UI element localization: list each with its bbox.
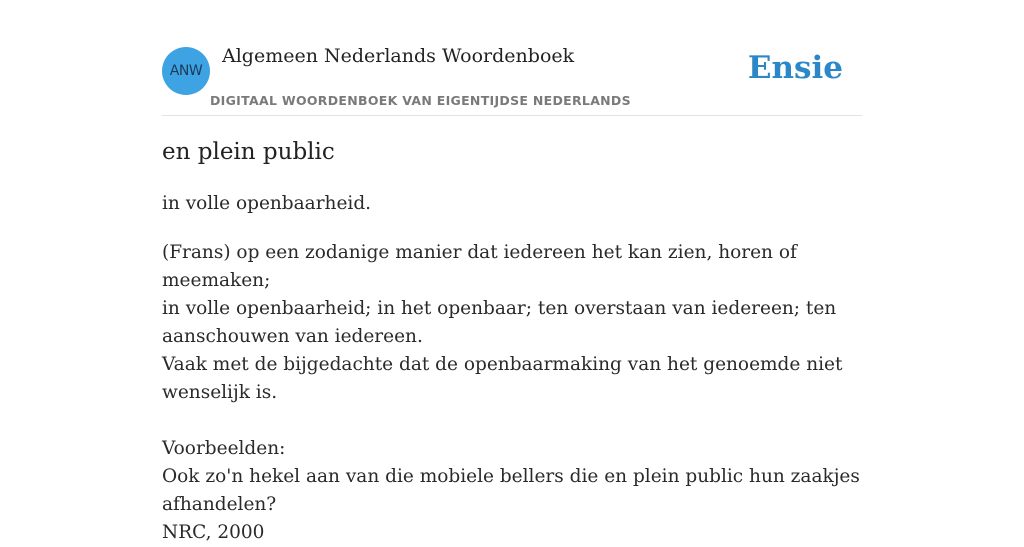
anw-logo[interactable] <box>162 47 210 95</box>
ensie-brand-link[interactable]: Ensie <box>747 50 843 86</box>
definition-line: aanschouwen van iedereen. <box>162 326 423 347</box>
logo-text: ANW <box>169 63 203 79</box>
example-line: Ook zo'n hekel aan van die mobiele bellers die en plein public hun zaakjes <box>162 466 860 487</box>
header-divider <box>162 115 862 116</box>
example-source: NRC, 2000 <box>162 522 265 543</box>
entry-term: en plein public <box>162 139 335 165</box>
definition-line: (Frans) op een zodanige manier dat iedereen het kan zien, horen of meemaken; <box>162 242 797 291</box>
short-definition: in volle openbaarheid. <box>162 193 372 214</box>
definition-body <box>162 239 862 547</box>
definition-line: wenselijk is. <box>162 382 278 403</box>
examples-label: Voorbeelden: <box>162 438 286 459</box>
blank-line <box>162 407 862 435</box>
definition-line: Vaak met de bijgedachte dat de openbaarmaking van het genoemde niet <box>162 354 843 375</box>
example-line: afhandelen? <box>162 494 277 515</box>
source-subtitle: DIGITAAL WOORDENBOEK VAN EIGENTIJDSE NEDERLANDS <box>210 93 631 108</box>
source-title[interactable]: Algemeen Nederlands Woordenboek <box>222 45 575 67</box>
definition-line: in volle openbaarheid; in het openbaar; ten overstaan van iedereen; ten <box>162 298 837 319</box>
